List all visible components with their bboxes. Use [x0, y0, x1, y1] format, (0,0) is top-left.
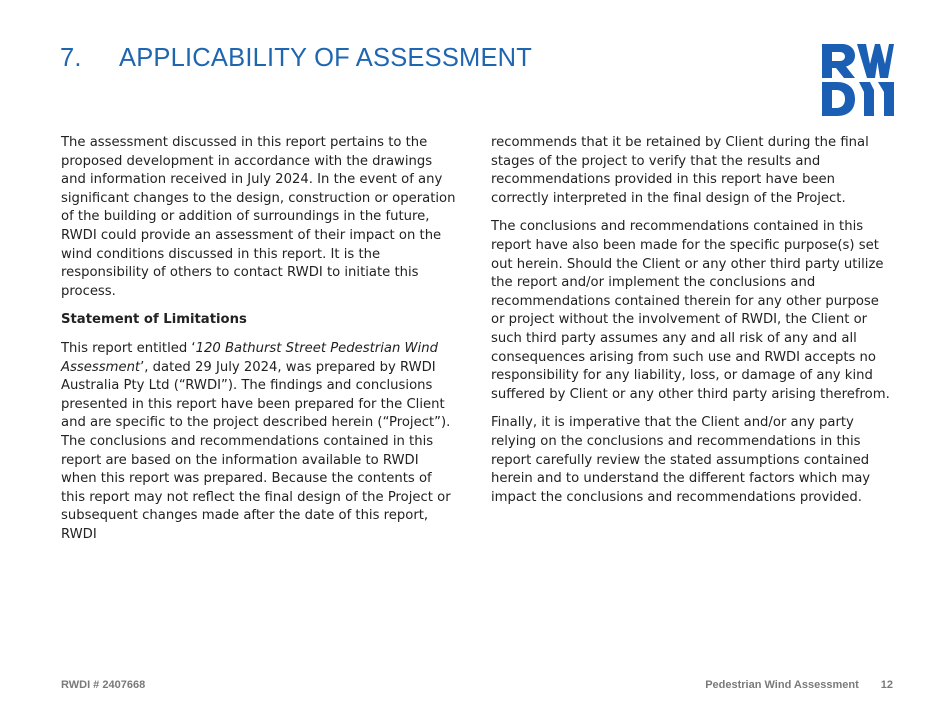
report-title-italic: 120 Bathurst Street Pedestrian Wind Assessment: [61, 340, 438, 375]
footer-report-title: Pedestrian Wind Assessment: [705, 679, 859, 691]
section-number: 7.: [60, 44, 82, 72]
footer-report-number: RWDI # 2407668: [61, 679, 146, 691]
review-paragraph: Finally, it is imperative that the Client and/or any party relying on the conclusions and recommendations in this report carefully review the stated assumptions contained herein and to understand the different factors which may impact the conclusions and recommendations provided.: [491, 415, 871, 505]
limitations-subheading: Statement of Limitations: [61, 312, 247, 328]
purpose-paragraph: The conclusions and recommendations contained in this report have also been made for the specific purpose(s) set out herein. Should the Client or any other third party utilize the report and/or implement the conclusions and recommendations contained therein for any other purpose or project without the involvement of RWDI, the Client or such third party assumes any and all risk of any and all consequences arising from such use and RWDI accepts no responsibility for any liability, loss, or damage of any kind suffered by Client or any other third party arising therefrom.: [491, 219, 890, 402]
page-title: [60, 44, 532, 73]
right-column: [491, 134, 891, 517]
limitations-text-end: ’, dated 29 July 2024, was prepared by RWDI Australia Pty Ltd (“RWDI”). The findings and conclusions presented in this report have been prepared for the Client and are specific to the project described herein (“Project”). The conclusions and recommendations contained in this report are based on the information available to RWDI when this report was prepared. Because the contents of this report may not reflect the final design of the Project or subsequent changes made after the date of this report, RWDI: [61, 359, 451, 542]
footer-right: [705, 679, 893, 691]
intro-paragraph: The assessment discussed in this report pertains to the proposed development in accordance with the drawings and information received in July 2024. In the event of any significant changes to the design, construction or operation of the building or addition of surroundings in the future, RWDI could provide an assessment of their impact on the wind conditions discussed in this report. It is the responsibility of others to contact RWDI to initiate this process.: [61, 135, 456, 299]
section-title: APPLICABILITY OF ASSESSMENT: [119, 44, 533, 72]
page-number: 12: [880, 679, 893, 691]
retention-paragraph: recommends that it be retained by Client during the final stages of the project to verify that the results and recommendations provided in this report have been correctly interpreted in the final design of the Project.: [491, 135, 869, 206]
limitations-text-start: This report entitled ‘: [61, 340, 196, 356]
left-column: [61, 134, 457, 554]
rwdi-logo: [822, 44, 894, 116]
limitations-paragraph: [61, 340, 457, 545]
